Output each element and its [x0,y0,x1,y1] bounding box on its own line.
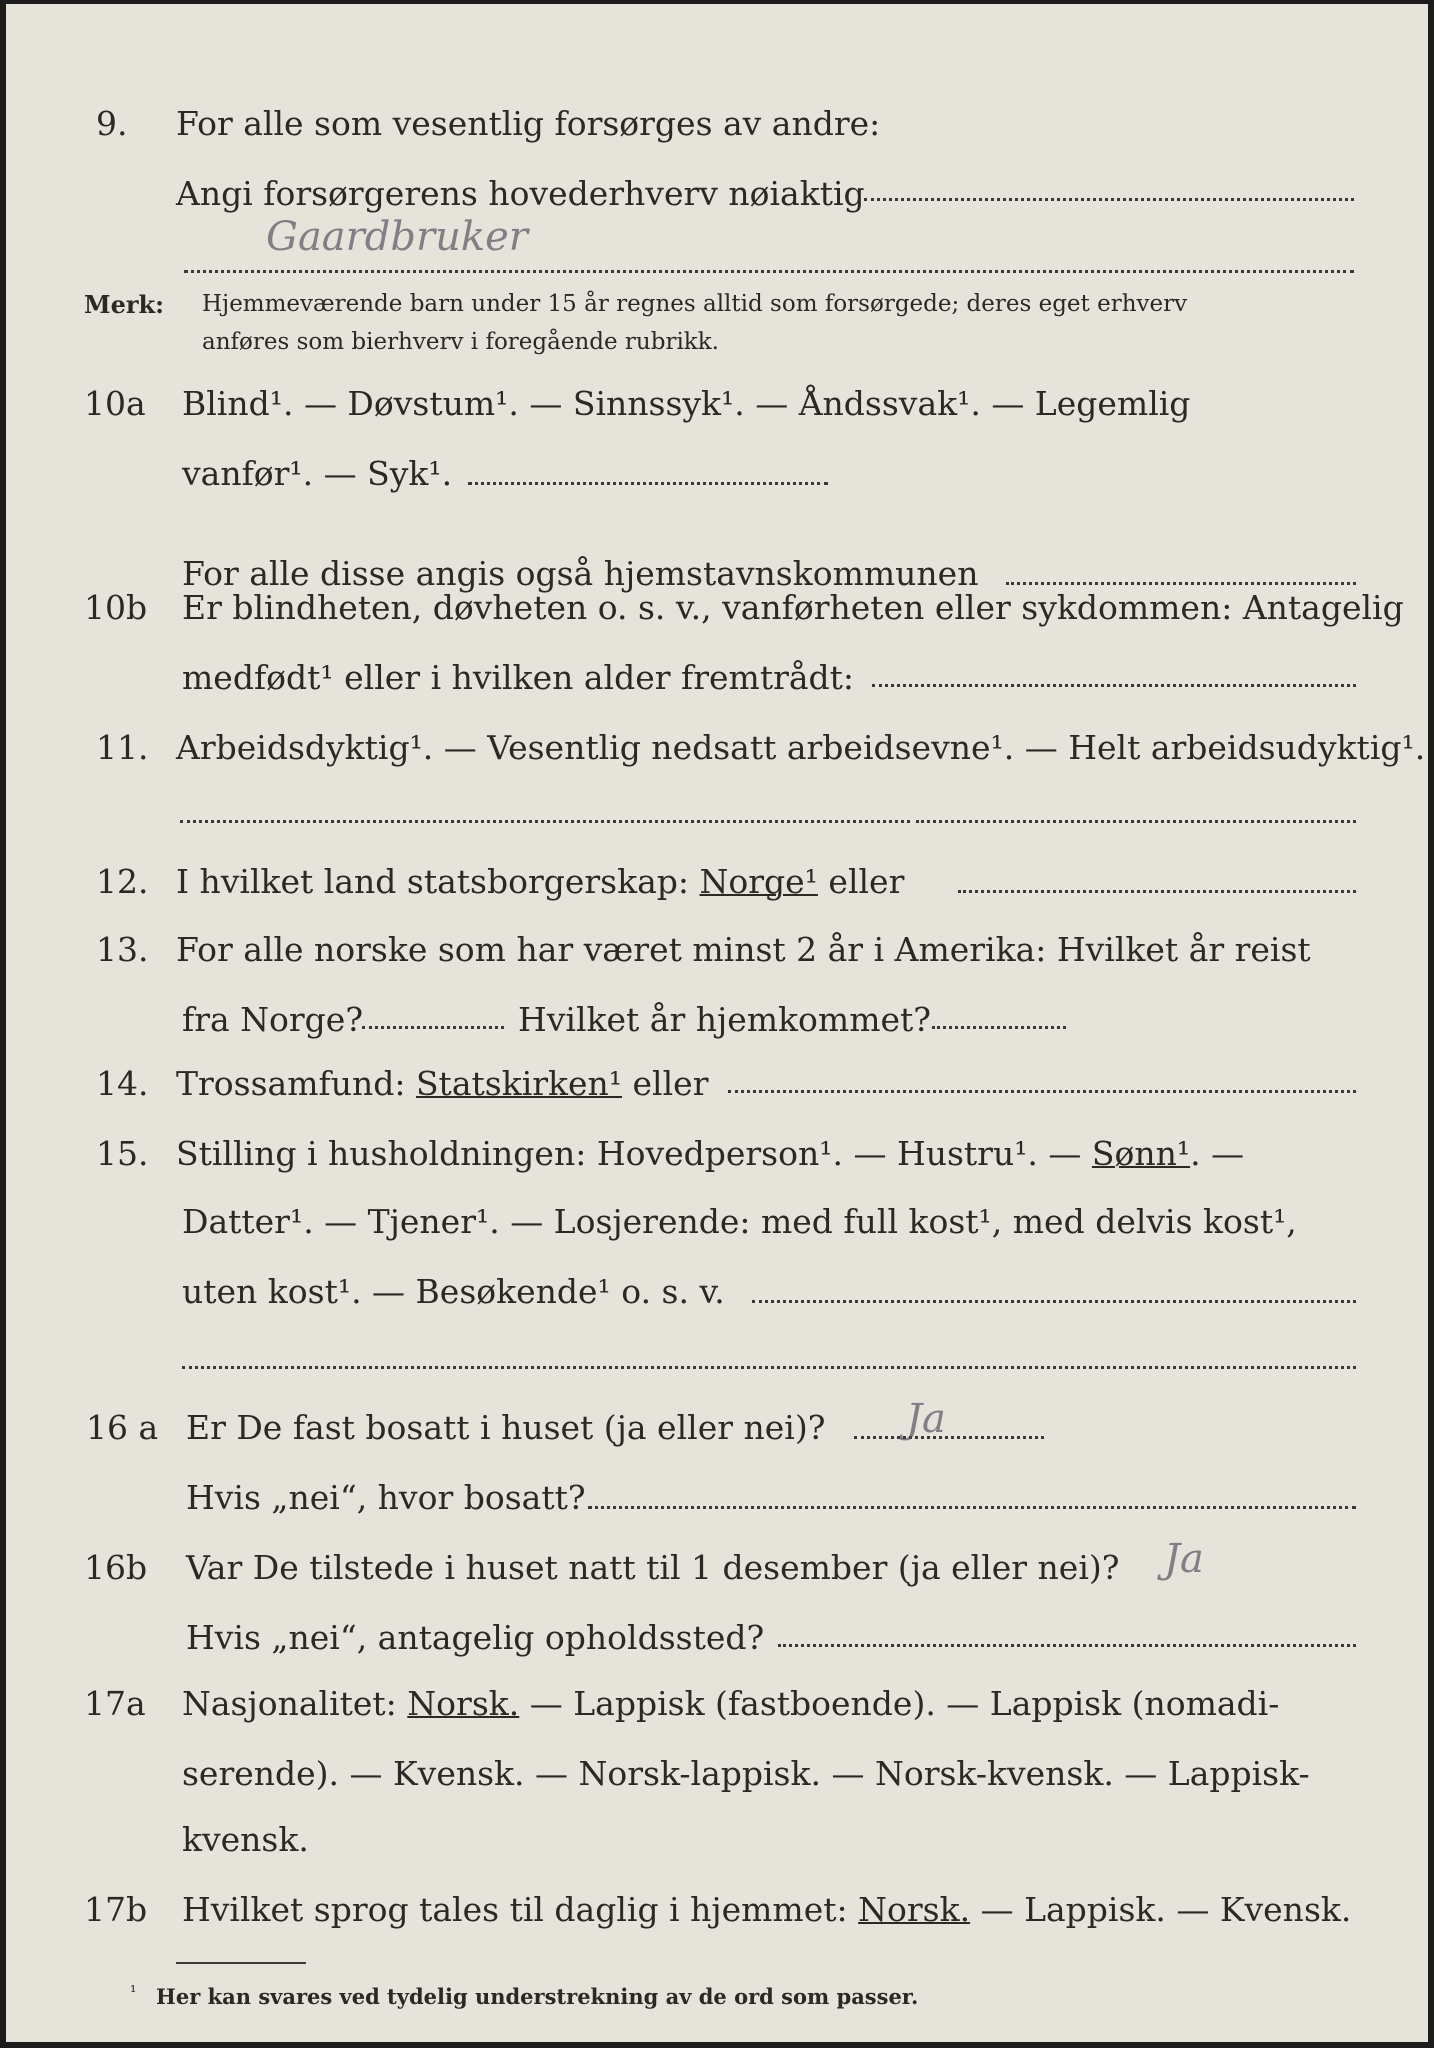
q17b-text-a: Hvilket sprog tales til daglig i hjemmet: [182,1890,848,1929]
q12-number: 12. [96,862,149,901]
q9-text-1: For alle som vesentlig forsørges av andre: [176,104,881,143]
q9-answer-line-2 [184,270,1354,273]
q10a-text-2: vanfør¹. — Syk¹. [182,454,453,493]
q13-text-1: For alle norske som har været minst 2 år i Amerika: Hvilket år reist [176,930,1311,969]
q10a-answer-line-2 [1006,582,1356,585]
q15-option-sonn: Sønn¹ [1091,1134,1191,1173]
q16b-line1 [6,1548,1428,1604]
q15-line2 [6,1202,1428,1258]
q16b-text-1: Var De tilstede i huset natt til 1 desember (ja eller nei)? [186,1548,1120,1587]
q17b-line1 [6,1890,1428,1946]
q16b-answer-line [778,1644,1356,1647]
q15-number: 15. [96,1134,149,1173]
q10a-answer-line-1 [468,482,828,485]
footnote-marker: ¹ [130,1982,137,2001]
q15-answer-line-1 [752,1300,1356,1303]
q12-option-norge: Norge¹ [699,862,818,901]
q9-text-2: Angi forsørgerens hovederhverv nøiaktig [176,174,865,213]
q16a-line1 [6,1408,1428,1464]
q13-number: 13. [96,930,149,969]
q17a-text-a: Nasjonalitet: [182,1684,397,1723]
merk-text-2: anføres som bierhverv i foregående rubrikk. [202,329,719,355]
q15-text-2: Datter¹. — Tjener¹. — Losjerende: med full kost¹, med delvis kost¹, [182,1202,1297,1241]
q16b-handwritten-answer: Ja [1164,1536,1204,1582]
q14-number: 14. [96,1064,149,1103]
q16a-text-2: Hvis „nei“, hvor bosatt? [186,1478,586,1517]
q17a-text-3: kvensk. [182,1820,309,1859]
q16a-handwritten-answer: Ja [906,1396,946,1442]
q10a-text-3: For alle disse angis også hjemstavnskommunen [182,554,979,593]
q10b-number: 10b [84,588,148,627]
q17a-line2 [6,1754,1428,1810]
q11-text-1: Arbeidsdyktig¹. — Vesentlig nedsatt arbeidsevne¹. — Helt arbeidsudyktig¹. [176,728,1426,767]
q17a-text-2: serende). — Kvensk. — Norsk-lappisk. — Norsk-kvensk. — Lappisk- [182,1754,1310,1793]
merk-label: Merk: [84,290,164,319]
q11-line1 [6,728,1428,784]
q17b-text-c: — Lappisk. — Kvensk. [980,1890,1352,1929]
q16a-number: 16 a [86,1408,159,1447]
q15-answer-line-2 [182,1366,1356,1369]
q17a-option-norsk: Norsk. [407,1684,520,1723]
q10b-answer-line [872,684,1356,687]
merk-text-1: Hjemmeværende barn under 15 år regnes alltid som forsørgede; deres eget erhverv [202,291,1188,317]
q15-text-1a: Stilling i husholdningen: Hovedperson¹. — Hustru¹. — [176,1134,1082,1173]
q9-line1 [6,104,1428,160]
q12-text-c: eller [828,862,905,901]
q17a-text-c: — Lappisk (fastboende). — Lappisk (nomadi- [529,1684,1280,1723]
q10a-number: 10a [84,384,146,423]
q9-handwritten-answer: Gaardbruker [266,214,528,260]
footnote-text: Her kan svares ved tydelig understrekning av de ord som passer. [156,1984,919,2009]
q13-line2 [6,1000,1428,1056]
q9-number: 9. [96,104,128,143]
q10a-line1 [6,384,1428,440]
q16a-answer-line-2 [588,1506,1356,1509]
q14-answer-line [728,1090,1356,1093]
q16a-answer-line-1 [854,1436,1044,1439]
q15-text-1c: . — [1190,1134,1245,1173]
q14-option-statskirken: Statskirken¹ [415,1064,623,1103]
q12-text-a: I hvilket land statsborgerskap: [176,862,690,901]
q17b-option-norsk: Norsk. [858,1890,971,1929]
census-form-page [6,4,1428,2042]
q13-answer-line-1 [362,1026,504,1029]
q13-line1 [6,930,1428,986]
q17a-line1 [6,1684,1428,1740]
q15-text-3: uten kost¹. — Besøkende¹ o. s. v. [182,1272,725,1311]
q11-answer-line-a [180,820,910,823]
q13-text-2b: Hvilket år hjemkommet? [518,1000,931,1039]
q16b-number: 16b [84,1548,148,1587]
q10b-text-2: medfødt¹ eller i hvilken alder fremtrådt: [182,658,855,697]
q16b-text-2: Hvis „nei“, antagelig opholdssted? [186,1618,765,1657]
q10b-line1 [6,588,1428,644]
footnote-rule [176,1962,306,1964]
q17b-number: 17b [84,1890,148,1929]
q13-text-2a: fra Norge? [182,1000,364,1039]
q10b-text-1: Er blindheten, døvheten o. s. v., vanførheten eller sykdommen: Antagelig [182,588,1404,627]
q11-number: 11. [96,728,149,767]
q12-answer-line [958,890,1356,893]
q15-line1 [6,1134,1428,1190]
q16a-text-1: Er De fast bosatt i huset (ja eller nei)? [186,1408,826,1447]
q9-line2 [6,174,1428,230]
q14-text-c: eller [632,1064,709,1103]
q9-answer-line-1 [864,198,1354,201]
q11-answer-line-b [916,820,1356,823]
q14-text-a: Trossamfund: [176,1064,406,1103]
q13-answer-line-2 [932,1026,1066,1029]
q17a-line3 [6,1820,1428,1876]
q10a-text-1: Blind¹. — Døvstum¹. — Sinnssyk¹. — Åndssvak¹. — Legemlig [182,384,1191,423]
q17a-number: 17a [84,1684,146,1723]
